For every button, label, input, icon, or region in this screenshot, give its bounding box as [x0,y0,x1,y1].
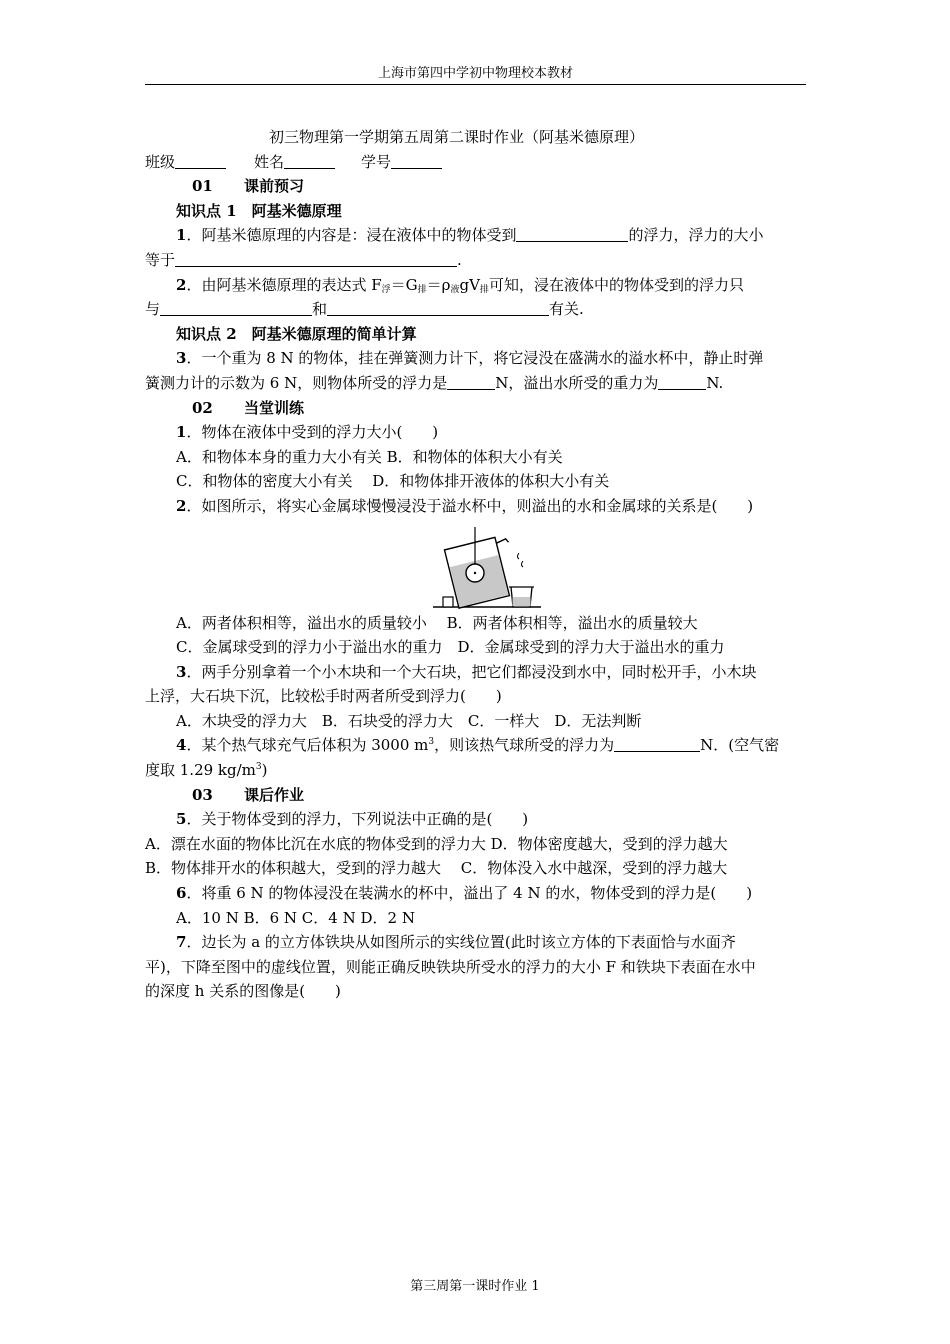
section-heading-preview: 01 课前预习 [192,177,305,196]
answer-blank[interactable] [614,737,700,752]
question-pre-1: 1．阿基米德原理的内容是：浸在液体中的物体受到 的浮力，浮力的大小 [176,226,764,245]
question-train-4: 4．某个热气球充气后体积为 3000 $m^3$，则该热气球所受的浮力为 N．(空气密 [176,736,780,755]
question-pre-3: 3．一个重为 8 N 的物体，挂在弹簧测力计下，将它浸没在盛满水的溢水杯中，静止时弹 [176,349,764,368]
name-blank[interactable] [284,154,335,169]
class-label: 班级 [145,152,176,171]
question-pre-2-cont: 与 和 有关. [145,300,584,319]
question-train-2-options-a: A．两者体积相等，溢出水的质量较小 B．两者体积相等，溢出水的质量较大 [176,613,698,632]
support-block [443,597,453,607]
question-hw-6-options: A．10 N B．6 N C．4 N D．2 N [176,908,415,927]
small-beaker [509,587,534,607]
student-info-line [145,150,809,175]
question-train-3-cont: 上浮，大石块下沉，比较松手时两者所受到浮力( ) [145,687,502,706]
question-pre-1-cont: 等于 . [145,250,462,269]
question-train-1-options-a: A．和物体本身的重力大小有关 B．和物体的体积大小有关 [176,447,563,466]
question-train-4-cont: 度取 1.29 $kg/m^3$) [145,761,268,780]
question-hw-6: 6．将重 6 N 的物体浸没在装满水的杯中，溢出了 4 N 的水，物体受到的浮力是( ) [176,884,753,903]
class-blank[interactable] [175,154,226,169]
question-hw-7-cont: 平)，下降至图中的虚线位置，则能正确反映铁块所受水的浮力的大小 F 和铁块下表面在水中 [145,957,756,976]
section-heading-training: 02 当堂训练 [192,398,305,417]
overflow-cup-diagram [431,525,543,611]
knowledge-point-2: 知识点 2 阿基米德原理的简单计算 [176,324,417,343]
worksheet-body [145,125,809,1004]
id-blank[interactable] [391,154,442,169]
question-train-2: 2．如图所示，将实心金属球慢慢浸没于溢水杯中，则溢出的水和金属球的关系是( ) [176,496,754,515]
id-label: 学号 [361,152,392,171]
page-footer: 第三周第一课时作业 1 [410,1279,540,1294]
question-train-3: 3．两手分别拿着一个小木块和一个大石块，把它们都浸没到水中，同时松开手，小木块 [176,662,757,681]
question-train-1: 1．物体在液体中受到的浮力大小( ) [176,423,439,442]
question-train-1-options-c: C．和物体的密度大小有关 D．和物体排开液体的体积大小有关 [176,472,610,491]
question-hw-7: 7．边长为 a 的立方体铁块从如图所示的实线位置(此时该立方体的下表面恰与水面齐 [176,933,736,952]
answer-blank[interactable] [160,301,312,316]
question-pre-3-cont: 簧测力计的示数为 6 N，则物体所受的浮力是 N，溢出水所受的重力为 N. [145,373,724,392]
question-hw-5: 5．关于物体受到的浮力，下列说法中正确的是( ) [176,810,529,829]
water-drop-icon [518,553,520,559]
answer-blank[interactable] [447,375,495,390]
answer-blank[interactable] [658,375,706,390]
question-hw-5-options-a: A．漂在水面的物体比沉在水底的物体受到的浮力大 D．物体密度越大，受到的浮力越大 [145,834,728,853]
answer-blank[interactable] [175,252,457,267]
answer-blank[interactable] [327,301,549,316]
question-hw-5-options-b: B．物体排开水的体积越大，受到的浮力越大 C．物体没入水中越深，受到的浮力越大 [145,859,728,878]
question-train-3-options: A．木块受的浮力大 B．石块受的浮力大 C．一样大 D．无法判断 [176,711,642,730]
knowledge-point-1: 知识点 1 阿基米德原理 [176,201,342,220]
overflow-cup-figure [145,519,809,611]
name-label: 姓名 [254,152,285,171]
question-pre-2: 2．由阿基米德原理的表达式 $F_浮=G_排=\rho_液gV_排$可知，浸在液体中的物体受到的浮力只 [176,275,744,295]
answer-blank[interactable] [516,227,628,242]
page-header: 上海市第四中学初中物理校本教材 [377,66,573,81]
question-train-2-options-c: C．金属球受到的浮力小于溢出水的重力 D．金属球受到的浮力大于溢出水的重力 [176,638,725,657]
header-rule [145,84,806,85]
question-hw-7-cont-2: 的深度 h 关系的图像是( ) [145,982,341,1001]
worksheet-title: 初三物理第一学期第五周第二课时作业（阿基米德原理） [269,128,645,146]
section-heading-homework: 03 课后作业 [192,785,305,804]
